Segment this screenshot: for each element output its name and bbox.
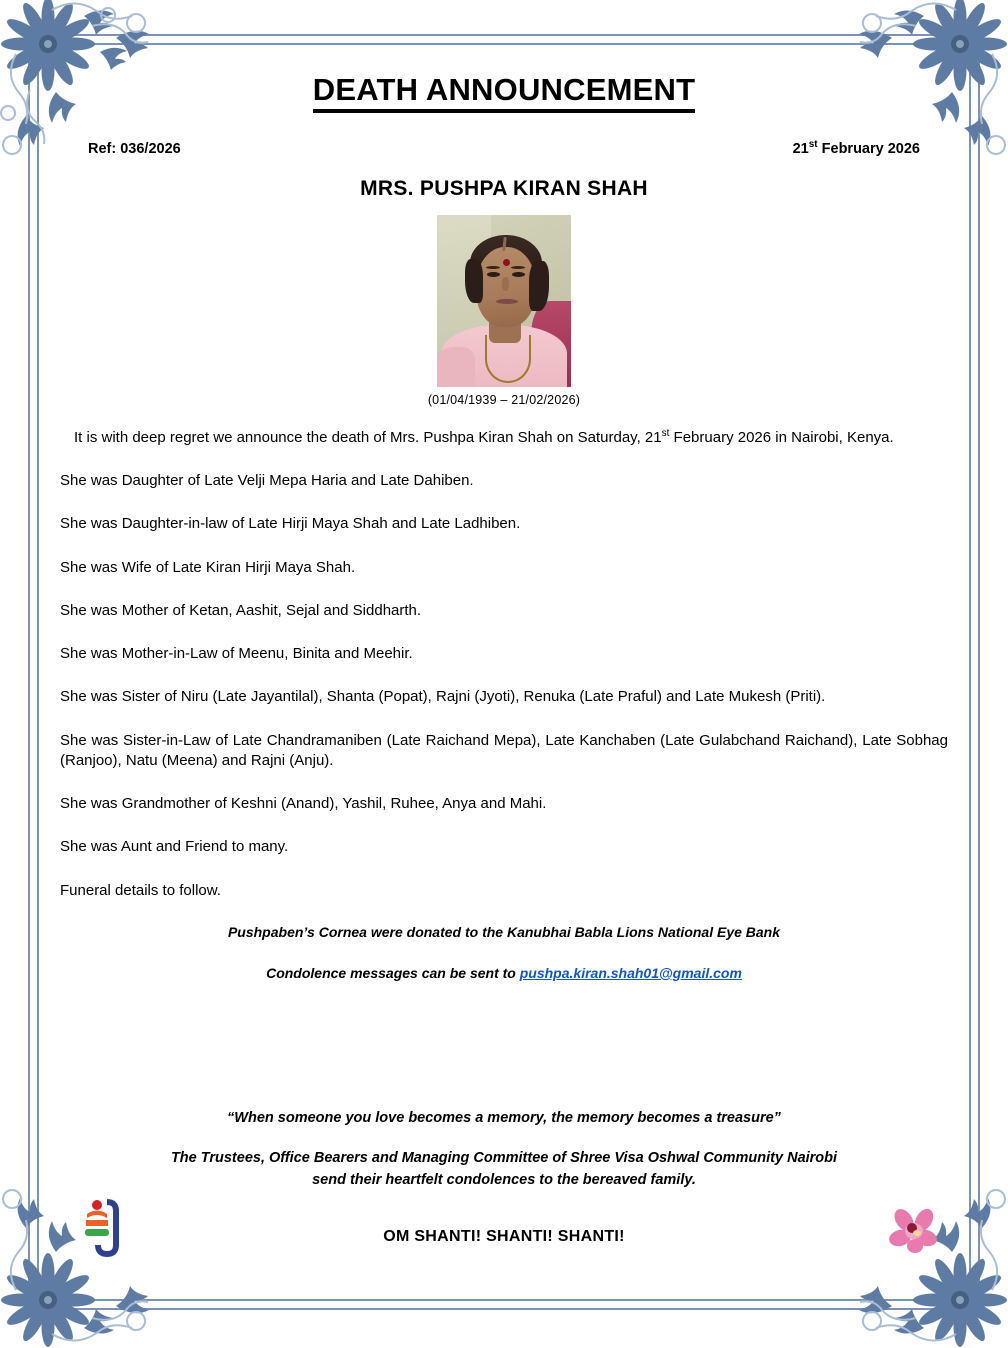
relation-paragraph: She was Wife of Late Kiran Hirji Maya Shah.	[60, 558, 356, 576]
deceased-portrait-photo	[437, 215, 571, 387]
relation-paragraph: She was Mother-in-Law of Meenu, Binita and Meehir.	[60, 645, 413, 663]
memorial-quote: “When someone you love becomes a memory, the memory becomes a treasure”	[227, 1110, 781, 1126]
trustees-line-1: The Trustees, Office Bearers and Managing Committee of Shree Visa Oshwal Community Nairobi	[170, 1150, 838, 1166]
life-dates-caption: (01/04/1939 – 21/02/2026)	[427, 392, 581, 407]
page-title-container	[60, 60, 948, 113]
oshwal-community-logo-icon	[80, 1196, 126, 1258]
relation-paragraph: She was Daughter of Late Velji Mepa Haria and Late Dahiben.	[60, 472, 474, 490]
announcement-body	[60, 427, 948, 901]
border-rule-right-outer	[978, 34, 980, 1310]
announcement-date	[793, 139, 920, 157]
date-ordinal-suffix: st	[808, 139, 818, 150]
border-rule-bottom-outer	[28, 1308, 980, 1310]
condolence-prefix: Condolence messages can be sent to	[266, 964, 520, 981]
relation-paragraph: She was Grandmother of Keshni (Anand), Yashil, Ruhee, Anya and Mahi.	[60, 795, 547, 813]
date-day: 21	[792, 140, 809, 157]
border-rule-left-outer	[28, 34, 30, 1310]
border-rule-right-inner	[969, 43, 971, 1301]
page-title: DEATH ANNOUNCEMENT	[313, 72, 695, 113]
announcement-content	[60, 60, 948, 981]
condolence-notice	[60, 965, 948, 981]
deceased-name: MRS. PUSHPA KIRAN SHAH	[360, 176, 648, 200]
reference-number: Ref: 036/2026	[88, 140, 181, 157]
lead-paragraph	[60, 427, 948, 448]
cornea-donation-notice: Pushpaben’s Cornea were donated to the Kanubhai Babla Lions National Eye Bank	[227, 923, 781, 940]
document-meta-row	[60, 139, 948, 157]
date-month-year: February 2026	[817, 140, 920, 157]
trustees-message	[60, 1148, 948, 1192]
trustees-line-2: send their heartfelt condolences to the bereaved family.	[312, 1171, 696, 1188]
lead-text-post: February 2026 in Nairobi, Kenya.	[669, 428, 894, 446]
relation-paragraph: She was Sister of Niru (Late Jayantilal), Shanta (Popat), Rajni (Jyoti), Renuka (Late Praful) and Late Mukesh (Priti).	[60, 688, 826, 706]
relation-paragraph: She was Sister-in-Law of Late Chandramaniben (Late Raichand Mepa), Late Kanchaben (Late Gulabchand Raichand), Late Sobhag (Ranjoo), Natu (Meena) and Rajni (Anju).	[60, 731, 948, 769]
border-rule-top-outer	[28, 34, 980, 36]
portrait-block	[60, 215, 948, 407]
border-rule-bottom-inner	[36, 1299, 972, 1301]
condolence-email-link[interactable]: pushpa.kiran.shah01@gmail.com	[519, 964, 742, 981]
lead-text-pre: It is with deep regret we announce the death of Mrs. Pushpa Kiran Shah on Saturday, 21	[74, 428, 662, 446]
announcement-footer	[60, 1110, 948, 1246]
orchid-flower-icon	[888, 1204, 942, 1258]
border-rule-top-inner	[36, 43, 972, 45]
relation-paragraph: She was Aunt and Friend to many.	[60, 838, 289, 856]
om-shanti-text: OM SHANTI! SHANTI! SHANTI!	[383, 1227, 625, 1245]
lead-ordinal-suffix: st	[661, 427, 670, 439]
border-rule-left-inner	[37, 43, 39, 1301]
relation-paragraph: She was Daughter-in-law of Late Hirji Maya Shah and Late Ladhiben.	[60, 515, 521, 533]
relation-paragraph: She was Mother of Ketan, Aashit, Sejal and Siddharth.	[60, 601, 422, 619]
funeral-details-paragraph: Funeral details to follow.	[60, 881, 221, 899]
